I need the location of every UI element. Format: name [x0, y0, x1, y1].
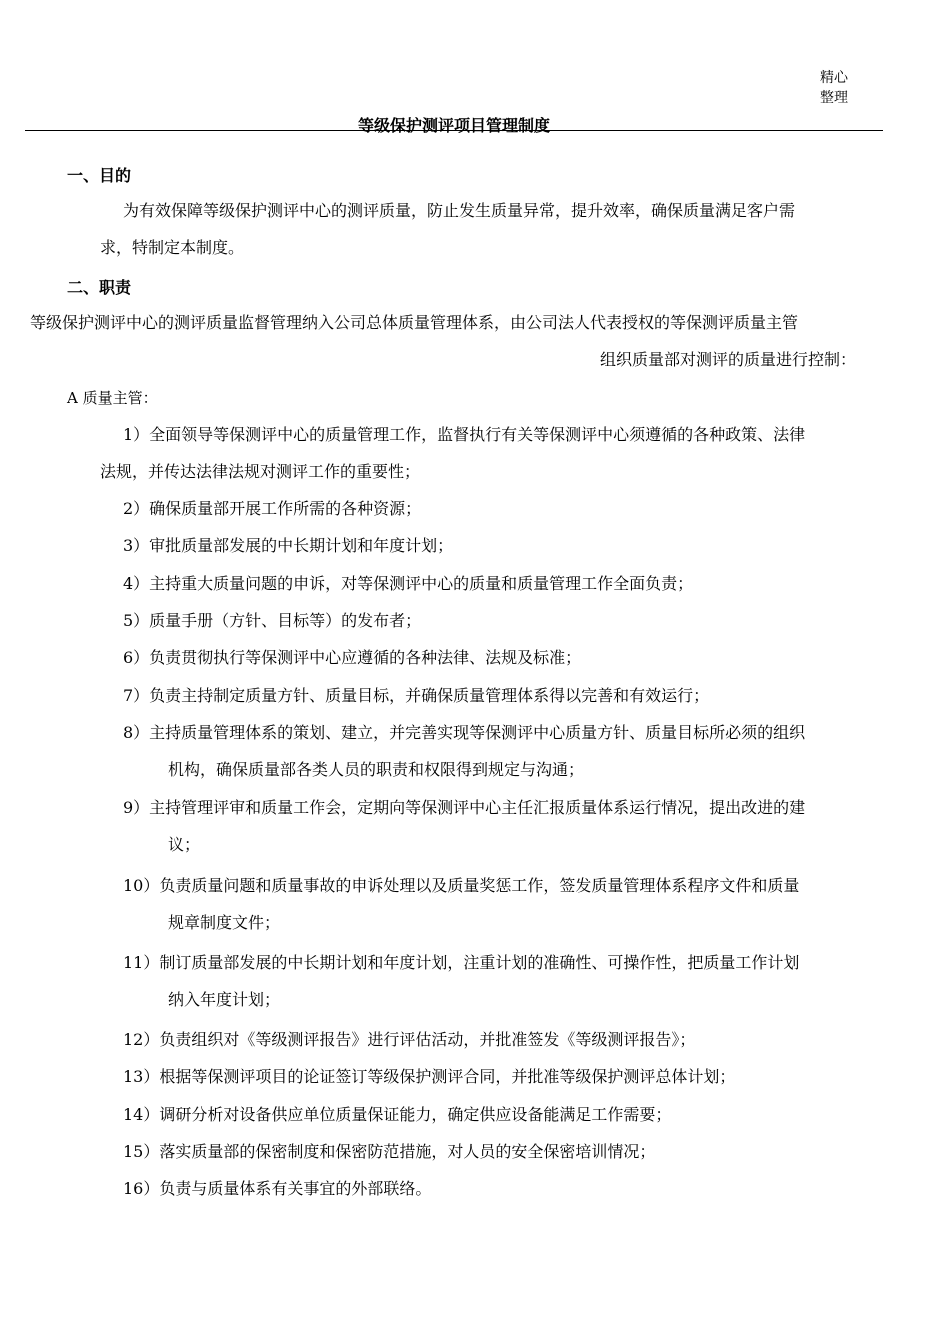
- corner-note: [820, 68, 860, 108]
- list-item: [123, 639, 888, 676]
- list-item-line-2: 规章制度文件；: [168, 913, 281, 932]
- list-item: [123, 1096, 888, 1133]
- duties-paragraph-line-1: 等级保护测评中心的测评质量监督管理纳入公司总体质量管理体系，由公司法人代表授权的等保测评质量主管: [30, 313, 799, 332]
- purpose-paragraph-line-1: 为有效保障等级保护测评中心的测评质量，防止发生质量异常，提升效率，确保质量满足客户需: [123, 201, 796, 220]
- list-item-line-1: 4）主持重大质量问题的申诉，对等保测评中心的质量和质量管理工作全面负责；: [123, 574, 694, 593]
- list-item-line-1: 15）落实质量部的保密制度和保密防范措施，对人员的安全保密培训情况；: [123, 1142, 656, 1161]
- list-item-line-1: 1）全面领导等保测评中心的质量管理工作，监督执行有关等保测评中心须遵循的各种政策、法律: [123, 425, 806, 444]
- list-item-line-2: 法规，并传达法律法规对测评工作的重要性；: [100, 462, 421, 481]
- list-item-line-1: 3）审批质量部发展的中长期计划和年度计划；: [123, 536, 454, 555]
- duties-paragraph-line-2: 组织质量部对测评的质量进行控制：: [600, 350, 857, 369]
- list-item: [123, 789, 888, 863]
- document-title: 等级保护测评项目管理制度: [357, 116, 550, 135]
- list-item-line-1: 16）负责与质量体系有关事宜的外部联络。: [123, 1179, 432, 1198]
- list-item-line-1: 2）确保质量部开展工作所需的各种资源；: [123, 499, 422, 518]
- purpose-paragraph-line-2: 求，特制定本制度。: [100, 238, 245, 257]
- list-item-line-1: 6）负责贯彻执行等保测评中心应遵循的各种法律、法规及标准；: [123, 648, 582, 667]
- list-item-line-1: 7）负责主持制定质量方针、质量目标，并确保质量管理体系得以完善和有效运行；: [123, 686, 710, 705]
- list-item-line-1: 12）负责组织对《等级测评报告》进行评估活动，并批准签发《等级测评报告》；: [123, 1030, 696, 1049]
- list-item-line-1: 10）负责质量问题和质量事故的申诉处理以及质量奖惩工作，签发质量管理体系程序文件和质量: [123, 876, 800, 895]
- list-item: [123, 1058, 888, 1095]
- list-item: [123, 867, 888, 941]
- list-item-line-1: 5）质量手册（方针、目标等）的发布者；: [123, 611, 422, 630]
- list-item: [123, 714, 888, 788]
- corner-note-line-1: 精心: [820, 70, 848, 86]
- section-heading-duties: 二、职责: [67, 278, 132, 297]
- list-item: [123, 565, 888, 602]
- list-item-line-1: 9）主持管理评审和质量工作会，定期向等保测评中心主任汇报质量体系运行情况，提出改进的建: [123, 798, 806, 817]
- corner-note-line-2: 整理: [820, 90, 848, 106]
- list-item-line-1: 14）调研分析对设备供应单位质量保证能力，确定供应设备能满足工作需要；: [123, 1105, 672, 1124]
- list-item: [123, 1170, 888, 1207]
- list-item: [123, 1021, 888, 1058]
- list-item-line-1: 8）主持质量管理体系的策划、建立，并完善实现等保测评中心质量方针、质量目标所必须的组织: [123, 723, 806, 742]
- list-item: [123, 1133, 888, 1170]
- section-heading-purpose: 一、目的: [67, 166, 132, 185]
- list-item-line-2: 纳入年度计划；: [168, 990, 281, 1009]
- subhead-quality-supervisor: A 质量主管：: [67, 389, 158, 407]
- list-item-line-2: 议；: [168, 835, 201, 854]
- list-item-line-1: 11）制订质量部发展的中长期计划和年度计划，注重计划的准确性、可操作性，把质量工作计划: [123, 953, 800, 972]
- title-divider: [25, 130, 883, 131]
- list-item: [123, 527, 888, 564]
- list-item: [100, 416, 888, 490]
- list-item: [123, 490, 888, 527]
- list-item: [123, 944, 888, 1018]
- list-item-line-2: 机构，确保质量部各类人员的职责和权限得到规定与沟通；: [168, 760, 585, 779]
- list-item: [123, 602, 888, 639]
- list-item-line-1: 13）根据等保测评项目的论证签订等级保护测评合同，并批准等级保护测评总体计划；: [123, 1067, 736, 1086]
- list-item: [123, 677, 888, 714]
